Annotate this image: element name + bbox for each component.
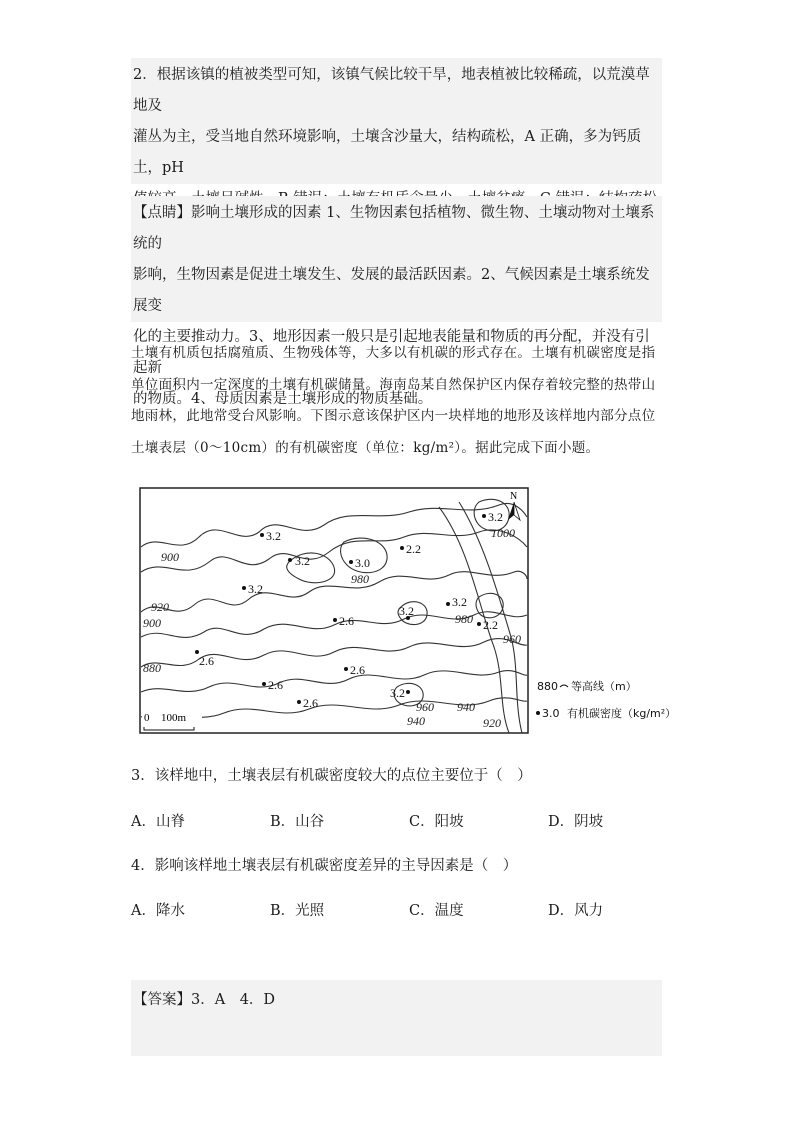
sample-point-dot bbox=[446, 602, 450, 606]
q4-option-d[interactable]: D．风力 bbox=[548, 903, 604, 919]
sample-point-value: 2.6 bbox=[199, 654, 214, 668]
sample-point-value: 2.6 bbox=[268, 678, 283, 692]
question-3: 3．该样地中，土壤表层有机碳密度较大的点位主要位于（ ） bbox=[131, 768, 532, 784]
sample-point-dot bbox=[406, 690, 410, 694]
sample-point-dot bbox=[333, 618, 337, 622]
legend-point-value: 3.0 bbox=[542, 707, 560, 720]
contour-label: 900 bbox=[143, 616, 161, 630]
contour-map bbox=[139, 487, 699, 737]
explanation-line: 2．根据该镇的植被类型可知，该镇气候比较干旱，地表植被比较稀疏，以荒漠草地及 bbox=[133, 67, 650, 114]
intro-line: 地雨林，此地常受台风影响。下图示意该保护区内一块样地的地形及该样地内部分点位 bbox=[131, 408, 656, 424]
sample-point-value: 3.2 bbox=[399, 604, 414, 618]
contour-label: 940 bbox=[457, 700, 475, 714]
intro-line: 土壤表层（0～10cm）的有机碳密度（单位：kg/m²）。据此完成下面小题。 bbox=[131, 439, 600, 456]
contour-map-figure bbox=[139, 487, 699, 737]
q3-option-d[interactable]: D．阴坡 bbox=[548, 814, 604, 830]
explanation-line: 灌丛为主，受当地自然环境影响，土壤含沙量大，结构疏松，A 正确，多为钙质土，pH bbox=[133, 129, 642, 176]
contour-label: 900 bbox=[161, 550, 179, 564]
intro-line: 单位面积内一定深度的土壤有机碳储量。海南岛某自然保护区内保存着较完整的热带山 bbox=[131, 376, 656, 393]
tip-line: 【点睛】影响土壤形成的因素 1、生物因素包括植物、微生物、土壤动物对土壤系统的 bbox=[133, 205, 655, 252]
sample-point-value: 3.2 bbox=[295, 554, 310, 568]
sample-point-dot bbox=[349, 560, 353, 564]
scale-zero: 0 bbox=[144, 712, 150, 724]
sample-point-value: 3.2 bbox=[248, 582, 263, 596]
sample-point-value: 2.2 bbox=[483, 618, 498, 632]
contour-label: 1000 bbox=[491, 526, 515, 540]
tip-line: 的物质。4、母质因素是土壤形成的物质基础。 bbox=[133, 391, 433, 407]
sample-point-dot bbox=[288, 558, 292, 562]
north-label: N bbox=[510, 491, 518, 502]
sample-point-value: 3.2 bbox=[390, 686, 405, 700]
question-intro bbox=[131, 338, 671, 464]
sample-point-dot bbox=[344, 667, 348, 671]
contour-label: 920 bbox=[151, 600, 169, 614]
contour-label: 940 bbox=[407, 714, 425, 728]
legend bbox=[536, 679, 676, 720]
sample-point-value: 2.6 bbox=[303, 696, 318, 710]
sample-point-dot bbox=[242, 586, 246, 590]
contour-label: 980 bbox=[455, 612, 473, 626]
map-frame bbox=[140, 488, 528, 733]
contour-label: 880 bbox=[143, 661, 161, 675]
sample-point-value: 2.6 bbox=[339, 614, 354, 628]
sample-point-dot bbox=[260, 533, 264, 537]
sample-point-value: 2.6 bbox=[350, 663, 365, 677]
answer-text: 【答案】3．A 4．D bbox=[133, 992, 276, 1008]
legend-contour-value: 880 bbox=[537, 680, 558, 693]
sample-point-value: 2.2 bbox=[406, 542, 421, 556]
intro-line: 土壤有机质包括腐殖质、生物残体等，大多以有机碳的形式存在。土壤有机碳密度是指 bbox=[131, 345, 656, 361]
scale-label: 100m bbox=[161, 712, 187, 724]
q4-option-b[interactable]: B．光照 bbox=[270, 903, 325, 919]
contour-label: 980 bbox=[351, 572, 369, 586]
contour-label: 960 bbox=[503, 632, 521, 646]
contour-label: 920 bbox=[483, 716, 501, 730]
q3-option-c[interactable]: C．阳坡 bbox=[409, 814, 464, 830]
sample-point-value: 3.2 bbox=[488, 510, 503, 524]
q3-option-b[interactable]: B．山谷 bbox=[270, 814, 325, 830]
sample-point-dot bbox=[482, 514, 486, 518]
sample-point-dot bbox=[262, 682, 266, 686]
sample-point-value: 3.2 bbox=[266, 529, 281, 543]
explanation-block-q2 bbox=[131, 58, 662, 184]
contour-label: 960 bbox=[416, 700, 434, 714]
tip-line: 影响，生物因素是促进土壤发生、发展的最活跃因素。2、气候因素是土壤系统发展变 bbox=[133, 267, 650, 314]
sample-point-dot bbox=[477, 622, 481, 626]
scale-bar bbox=[142, 705, 202, 731]
question-4: 4．影响该样地土壤表层有机碳密度差异的主导因素是（ ） bbox=[131, 858, 518, 874]
sample-point-value: 3.0 bbox=[355, 556, 370, 570]
sample-point-dot bbox=[297, 700, 301, 704]
sample-point-value: 3.2 bbox=[452, 595, 467, 609]
q4-option-c[interactable]: C．温度 bbox=[409, 903, 464, 919]
q4-option-a[interactable]: A．降水 bbox=[131, 903, 185, 919]
answer-block bbox=[131, 980, 662, 1056]
tip-line: 化的主要推动力。3、地形因素一般只是引起地表能量和物质的再分配，并没有引起新 bbox=[133, 329, 650, 376]
sample-point-dot bbox=[400, 546, 404, 550]
legend-point-label: 有机碳密度（kg/m²） bbox=[567, 707, 677, 720]
legend-contour-label: 等高线（m） bbox=[571, 680, 637, 693]
q3-option-a[interactable]: A．山脊 bbox=[131, 814, 185, 830]
